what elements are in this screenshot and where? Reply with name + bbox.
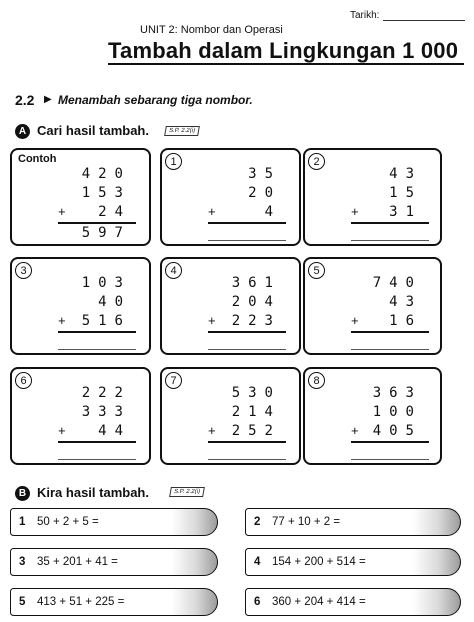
problem-number-badge: 8 [308, 372, 325, 389]
answer-blank[interactable] [208, 349, 286, 350]
plus-sign: + [58, 313, 66, 328]
example-row-2: 153 [81, 185, 131, 201]
addend-row-3: 223 [231, 313, 281, 329]
plus-sign: + [351, 204, 359, 219]
addend-row-1: 361 [231, 275, 281, 291]
sum-line [58, 441, 136, 443]
answer-blank[interactable] [58, 349, 136, 350]
section-arrow-icon: ▶ [44, 94, 52, 105]
sum-line [351, 222, 429, 224]
unit-heading: UNIT 2: Nombor dan Operasi [140, 24, 283, 36]
problem-number-badge: 4 [165, 262, 182, 279]
addend-row-3: 252 [231, 423, 281, 439]
exercise-expression: 77 + 10 + 2 = [272, 516, 341, 528]
exercise-expression: 154 + 200 + 514 = [272, 556, 366, 568]
exercise-expression: 35 + 201 + 41 = [37, 556, 118, 568]
exercise-number: 4 [254, 556, 261, 568]
addend-row-3: 4 [264, 204, 281, 220]
problem-number-badge: 7 [165, 372, 182, 389]
problem-box-3 [10, 257, 151, 355]
sum-line [351, 441, 429, 443]
problem-number-badge: 6 [15, 372, 32, 389]
exercise-pill-5[interactable] [10, 588, 218, 616]
addend-row-3: 516 [81, 313, 131, 329]
section-title: Menambah sebarang tiga nombor. [58, 93, 253, 107]
addend-row-1: 35 [248, 166, 281, 182]
addend-row-3: 16 [389, 313, 422, 329]
problem-box-4 [160, 257, 301, 355]
page-title: Tambah dalam Lingkungan 1 000 [108, 38, 459, 63]
problem-number-badge: 1 [165, 153, 182, 170]
sum-line [58, 331, 136, 333]
addend-row-2: 40 [98, 294, 131, 310]
exercise-number: 6 [254, 596, 261, 608]
plus-sign: + [208, 423, 216, 438]
part-a-title: Cari hasil tambah. [37, 123, 149, 138]
addend-row-2: 100 [372, 404, 422, 420]
plus-sign: + [351, 313, 359, 328]
answer-blank[interactable] [351, 240, 429, 241]
addend-row-3: 31 [389, 204, 422, 220]
exercise-expression: 413 + 51 + 225 = [37, 596, 125, 608]
exercise-number: 1 [19, 516, 26, 528]
addend-row-3: 405 [372, 423, 422, 439]
plus-sign: + [58, 423, 66, 438]
example-sum-line [58, 222, 136, 224]
addend-row-1: 222 [81, 385, 131, 401]
addend-row-2: 204 [231, 294, 281, 310]
plus-sign: + [208, 204, 216, 219]
example-row-3: 24 [98, 204, 131, 220]
exercise-pill-3[interactable] [10, 548, 218, 576]
answer-blank[interactable] [351, 459, 429, 460]
addend-row-2: 214 [231, 404, 281, 420]
date-label: Tarikh: [350, 10, 380, 21]
answer-blank[interactable] [208, 459, 286, 460]
answer-blank[interactable] [208, 240, 286, 241]
exercise-number: 3 [19, 556, 26, 568]
problem-box-1 [160, 148, 301, 246]
exercise-pill-4[interactable] [245, 548, 461, 576]
answer-blank[interactable] [58, 459, 136, 460]
problem-box-6 [10, 367, 151, 465]
problem-number-badge: 3 [15, 262, 32, 279]
exercise-expression: 360 + 204 + 414 = [272, 596, 366, 608]
section-number: 2.2 [15, 92, 35, 108]
addend-row-1: 530 [231, 385, 281, 401]
addend-row-2: 333 [81, 404, 131, 420]
addend-row-2: 15 [389, 185, 422, 201]
sum-line [208, 441, 286, 443]
sum-line [208, 331, 286, 333]
exercise-pill-6[interactable] [245, 588, 461, 616]
addend-row-1: 103 [81, 275, 131, 291]
exercise-pill-1[interactable] [10, 508, 218, 536]
addend-row-2: 43 [389, 294, 422, 310]
sum-line [351, 331, 429, 333]
example-plus-sign: + [58, 204, 66, 219]
addend-row-1: 740 [372, 275, 422, 291]
part-a-badge: A [15, 124, 30, 139]
example-label: Contoh [18, 153, 57, 165]
plus-sign: + [208, 313, 216, 328]
addend-row-1: 43 [389, 166, 422, 182]
example-row-1: 420 [81, 166, 131, 182]
part-a-sp-tag: S.P. 2.2(i) [164, 126, 200, 136]
addend-row-1: 363 [372, 385, 422, 401]
part-b-title: Kira hasil tambah. [37, 485, 149, 500]
plus-sign: + [351, 423, 359, 438]
addend-row-3: 44 [98, 423, 131, 439]
problem-box-8 [303, 367, 442, 465]
answer-blank[interactable] [351, 349, 429, 350]
date-field [350, 10, 465, 21]
exercise-number: 5 [19, 596, 26, 608]
part-b-badge: B [15, 486, 30, 501]
exercise-pill-2[interactable] [245, 508, 461, 536]
part-b-sp-tag: S.P. 2.2(i) [169, 487, 205, 497]
exercise-expression: 50 + 2 + 5 = [37, 516, 99, 528]
example-box [10, 148, 151, 246]
problem-number-badge: 5 [308, 262, 325, 279]
exercise-number: 2 [254, 516, 261, 528]
sum-line [208, 222, 286, 224]
problem-box-2 [303, 148, 442, 246]
addend-row-2: 20 [248, 185, 281, 201]
title-underline [108, 63, 464, 65]
example-answer: 597 [81, 225, 131, 241]
problem-box-7 [160, 367, 301, 465]
problem-box-5 [303, 257, 442, 355]
date-blank-line[interactable] [383, 11, 465, 21]
problem-number-badge: 2 [308, 153, 325, 170]
